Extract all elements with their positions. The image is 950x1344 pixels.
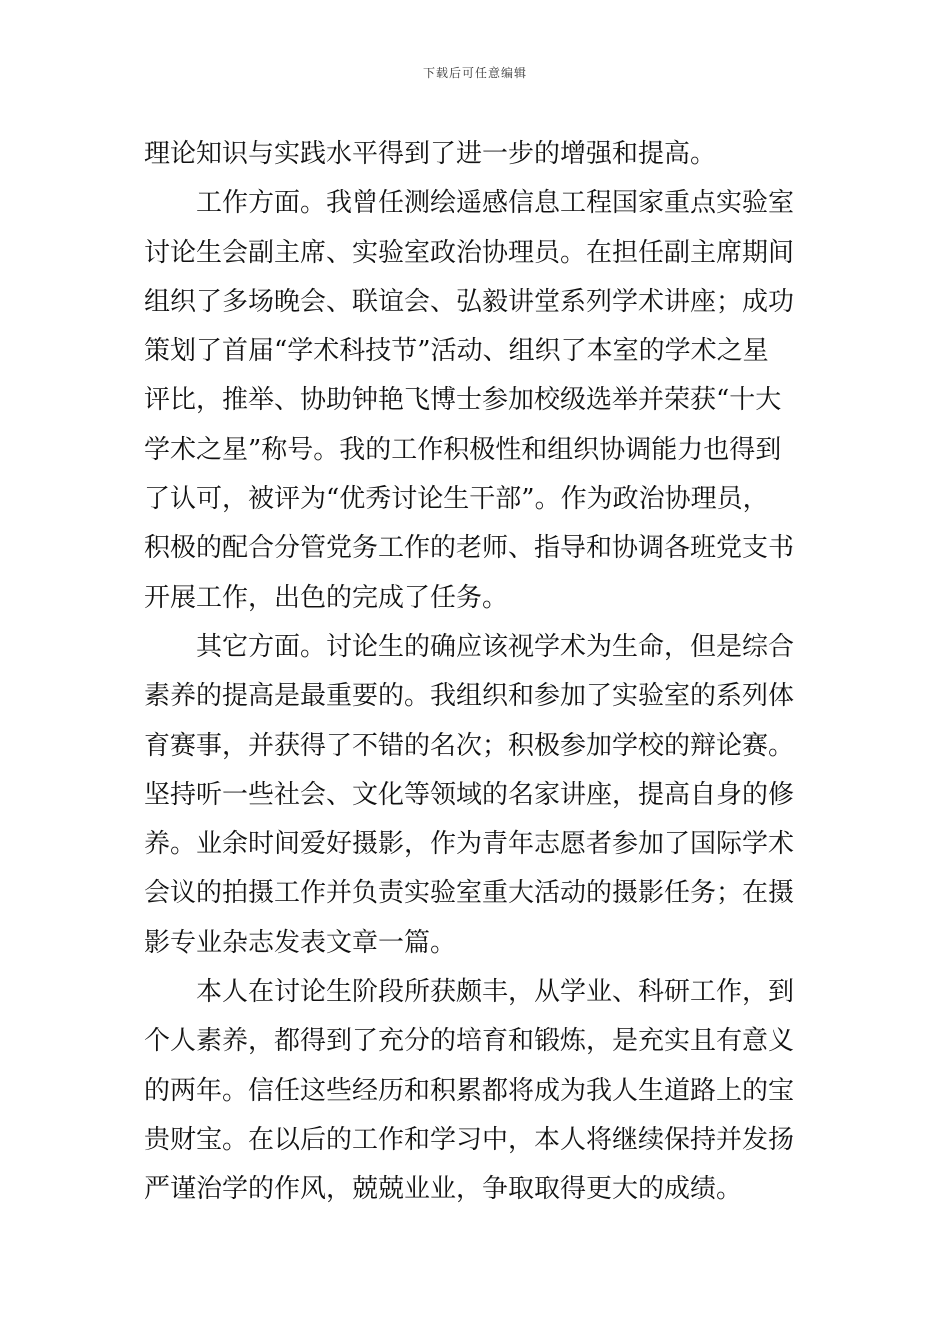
text-line: 坚持听一些社会、文化等领域的名家讲座，提高自身的修 (144, 779, 795, 810)
text-line: 严谨治学的作风，兢兢业业，争取取得更大的成绩。 (144, 1174, 743, 1205)
text-line: 的两年。信任这些经历和积累都将成为我人生道路上的宝 (144, 1075, 795, 1106)
text-line: 评比，推举、协助钟艳飞博士参加校级选举并荣获“十大 (144, 385, 782, 416)
text-line: 开展工作，出色的完成了任务。 (144, 582, 509, 613)
text-line: 组织了多场晚会、联谊会、弘毅讲堂系列学术讲座；成功 (144, 286, 795, 317)
document-body (144, 130, 808, 1215)
text-line: 其它方面。讨论生的确应该视学术为生命，但是综合 (144, 631, 795, 662)
text-line: 育赛事，并获得了不错的名次；积极参加学校的辩论赛。 (144, 730, 795, 761)
text-line: 本人在讨论生阶段所获颇丰，从学业、科研工作，到 (144, 977, 795, 1008)
text-line: 理论知识与实践水平得到了进一步的增强和提高。 (144, 139, 717, 169)
text-line: 策划了首届“学术科技节”活动、组织了本室的学术之星 (144, 336, 769, 367)
text-line: 素养的提高是最重要的。我组织和参加了实验室的系列体 (144, 681, 795, 712)
text-line: 讨论生会副主席、实验室政治协理员。在担任副主席期间 (144, 237, 795, 268)
text-line: 影专业杂志发表文章一篇。 (144, 927, 457, 958)
text-line: 养。业余时间爱好摄影，作为青年志愿者参加了国际学术 (144, 829, 795, 860)
text-line: 个人素养，都得到了充分的培育和锻炼，是充实且有意义 (144, 1026, 795, 1057)
text-line: 会议的拍摄工作并负责实验室重大活动的摄影任务；在摄 (144, 878, 795, 909)
text-line: 学术之星”称号。我的工作积极性和组织协调能力也得到 (144, 434, 782, 465)
text-line: 了认可，被评为“优秀讨论生干部”。作为政治协理员， (144, 484, 769, 515)
page-header: 下载后可任意编辑 (422, 66, 527, 80)
text-line: 工作方面。我曾任测绘遥感信息工程国家重点实验室 (144, 188, 795, 219)
text-line: 积极的配合分管党务工作的老师、指导和协调各班党支书 (144, 533, 795, 564)
text-line: 贵财宝。在以后的工作和学习中，本人将继续保持并发扬 (144, 1124, 795, 1155)
